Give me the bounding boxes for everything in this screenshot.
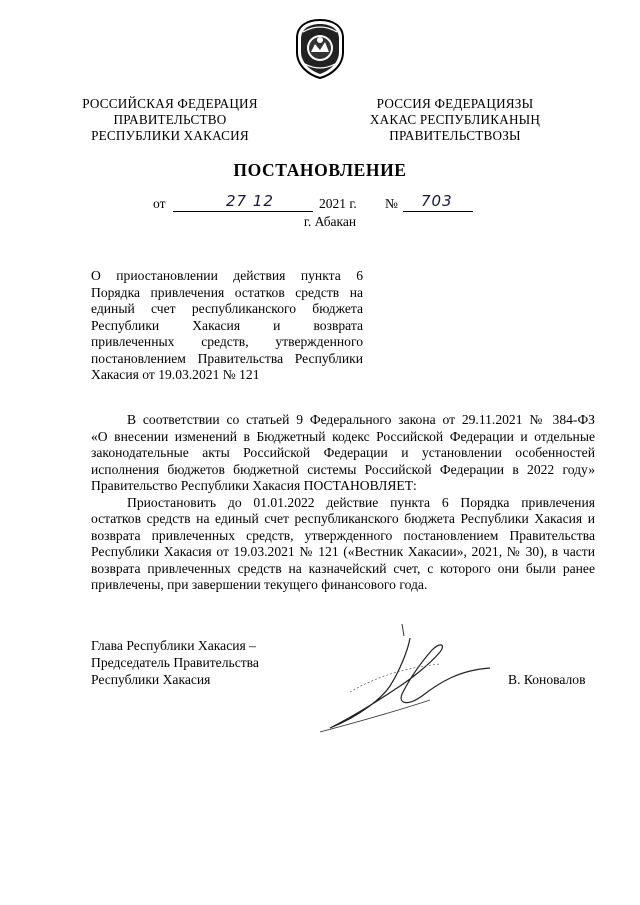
number-handwritten: 703: [421, 192, 453, 210]
body-line: возврата привлеченных средств, утвержденного постановлением Правительства: [91, 527, 595, 543]
signatory-position: [91, 637, 259, 688]
subject-line: О приостановлении действия пункта 6: [91, 268, 363, 283]
handwritten-signature: [290, 620, 500, 740]
subject-line: постановлением Правительства Республики: [91, 350, 363, 366]
signatory-position-line: Председатель Правительства: [91, 655, 259, 670]
signatory-name: В. Коновалов: [508, 672, 586, 687]
header-left-line: РОССИЙСКАЯ ФЕДЕРАЦИЯ: [82, 96, 258, 111]
subject-line: Хакасия от 19.03.2021 № 121: [91, 367, 260, 382]
body-line: остатков средств на единый счет республиканского бюджета Республики Хакасия и: [91, 511, 595, 526]
body-line: законодательные акты Российской Федерации и установлении особенностей: [91, 445, 595, 460]
body-line: возврата привлеченных средств на казначейский счет, с которого они были ранее: [91, 560, 595, 576]
subject-line: единый счет республиканского бюджета: [91, 301, 363, 316]
body-line: Республики Хакасия от 19.03.2021 № 121 («Вестник Хакасии», 2021, № 30), в части: [91, 544, 595, 559]
signatory-position-line: Республики Хакасия: [91, 672, 211, 687]
city: г. Абакан: [303, 214, 357, 229]
header-right-line: ПРАВИТЕЛЬСТВОЗЫ: [389, 127, 521, 143]
year-label: 2021 г.: [319, 196, 357, 211]
subject-line: Порядка привлечения остатков средств на: [91, 284, 363, 300]
body-line: привлечены, при завершении текущего финансового года.: [91, 577, 428, 592]
body-text: [91, 412, 595, 594]
header-right-line: РОССИЯ ФЕДЕРАЦИЯЗЫ: [376, 96, 534, 111]
body-line: Правительство Республики Хакасия ПОСТАНОВЛЯЕТ:: [91, 478, 417, 493]
subject-line: Республики Хакасия и возврата: [91, 317, 363, 333]
date-number-line: [153, 192, 483, 216]
date-prefix: от: [153, 196, 166, 211]
header-left-block: [80, 96, 260, 143]
header-left-line: РЕСПУБЛИКИ ХАКАСИЯ: [91, 127, 249, 143]
header-left-line: ПРАВИТЕЛЬСТВО: [113, 111, 227, 127]
body-line: Приостановить до 01.01.2022 действие пункта 6 Порядка привлечения: [127, 494, 595, 510]
subject-line: привлеченных средств, утвержденного: [91, 334, 363, 349]
date-handwritten: 27 12: [226, 192, 274, 210]
body-line: исполнения бюджетов бюджетной системы Российской Федерации в 2022 году»: [91, 461, 595, 477]
number-sign: №: [385, 196, 398, 211]
coat-of-arms-emblem: [293, 18, 347, 80]
body-line: В соответствии со статьей 9 Федерального закона от 29.11.2021 № 384-ФЗ: [127, 412, 595, 427]
body-line: «О внесении изменений в Бюджетный кодекс Российской Федерации и отдельные: [91, 428, 595, 444]
header-right-block: [360, 96, 550, 143]
header-right-line: ХАКАС РЕСПУБЛИКАНЫҢ: [369, 111, 541, 127]
signatory-position-line: Глава Республики Хакасия –: [91, 638, 256, 653]
document-title: ПОСТАНОВЛЕНИЕ: [233, 160, 407, 180]
subject-block: [91, 268, 363, 384]
